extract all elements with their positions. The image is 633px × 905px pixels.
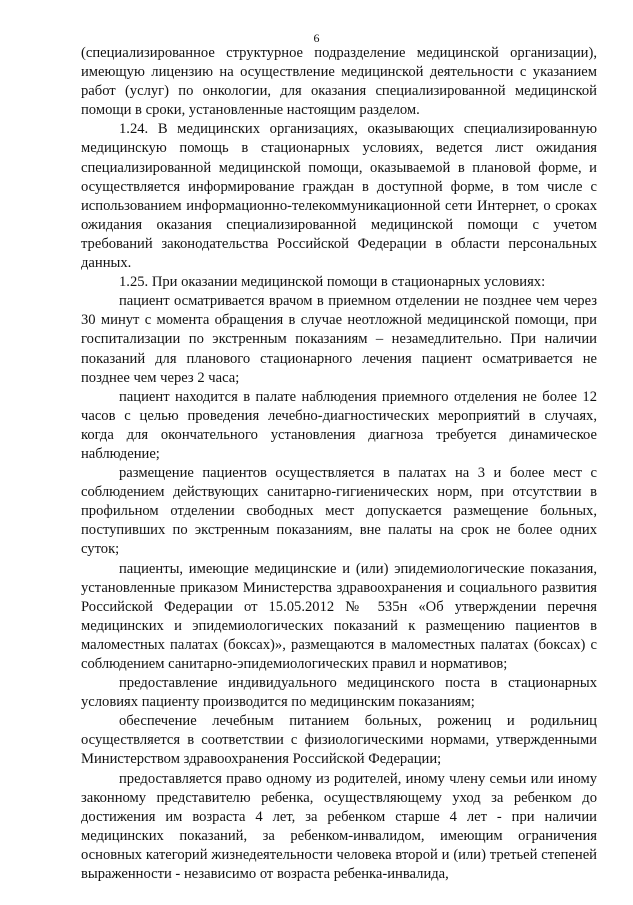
- document-body: [81, 44, 597, 884]
- paragraph-individual-post: предоставление индивидуального медицинского поста в стационарных условиях пациенту производится по медицинским показаниям;: [81, 675, 597, 711]
- paragraph-examination: пациент осматривается врачом в приемном отделении не позднее чем через 30 минут с момента обращения в случае неотложной медицинской помощи, при госпитализации по экстренным показаниям – незамедлительно. При наличии показаний для планового стационарного лечения пациент осматривается не позднее чем через 2 часа;: [81, 293, 597, 386]
- paragraph-continuation: (специализированное структурное подразделение медицинской организации), имеющую лицензию на осуществление медицинской деятельности с указанием работ (услуг) по онкологии, для оказания специализированной медицинской помощи в сроки, установленные настоящим разделом.: [81, 45, 597, 119]
- paragraph-small-wards: пациенты, имеющие медицинские и (или) эпидемиологические показания, установленные приказом Министерства здравоохранения и социального развития Российской Федерации от 15.05.2012 № 535н «Об утверждении перечня медицинских и эпидемиологических показаний к размещению пациентов в маломестных палатах (боксах)», размещаются в маломестных палатах (боксах) с соблюдением санитарно-эпидемиологических правил и нормативов;: [81, 560, 597, 672]
- paragraph-1-24: 1.24. В медицинских организациях, оказывающих специализированную медицинскую помощь в стационарных условиях, ведется лист ожидания специализированной медицинской помощи, оказываемой в плановой форме, и осуществляется информирование граждан в доступной форме, в том числе с использованием информационно-телекоммуникационной сети Интернет, о сроках ожидания оказания специализированной медицинской помощи с учетом требований законодательства Российской Федерации в области персональных данных.: [81, 121, 597, 272]
- page-number: 6: [313, 31, 320, 45]
- paragraph-parent-right: предоставляется право одному из родителей, иному члену семьи или иному законному представителю ребенка, осуществляющему уход за ребенком до достижения им возраста 4 лет, за ребенком старше 4 лет - при наличии медицинских показаний, за ребенком-инвалидом, имеющим ограничения основных категорий жизнедеятельности человека второй и (или) третьей степеней выраженности - независимо от возраста ребенка-инвалида,: [81, 770, 597, 883]
- paragraph-observation-ward: пациент находится в палате наблюдения приемного отделения не более 12 часов с целью проведения лечебно-диагностических мероприятий в случаях, когда для окончательного установления диагноза требуется динамическое наблюдение;: [81, 388, 597, 462]
- paragraph-placement: размещение пациентов осуществляется в палатах на 3 и более мест с соблюдением действующих санитарно-гигиенических норм, при отсутствии в профильном отделении свободных мест допускается размещение больных, поступивших по экстренным показаниям, вне палаты на срок не более одних суток;: [81, 465, 597, 558]
- paragraph-nutrition: обеспечение лечебным питанием больных, рожениц и родильниц осуществляется в соответствии с физиологическими нормами, утвержденными Министерством здравоохранения Российской Федерации;: [81, 713, 597, 768]
- paragraph-1-25: 1.25. При оказании медицинской помощи в стационарных условиях:: [119, 274, 546, 291]
